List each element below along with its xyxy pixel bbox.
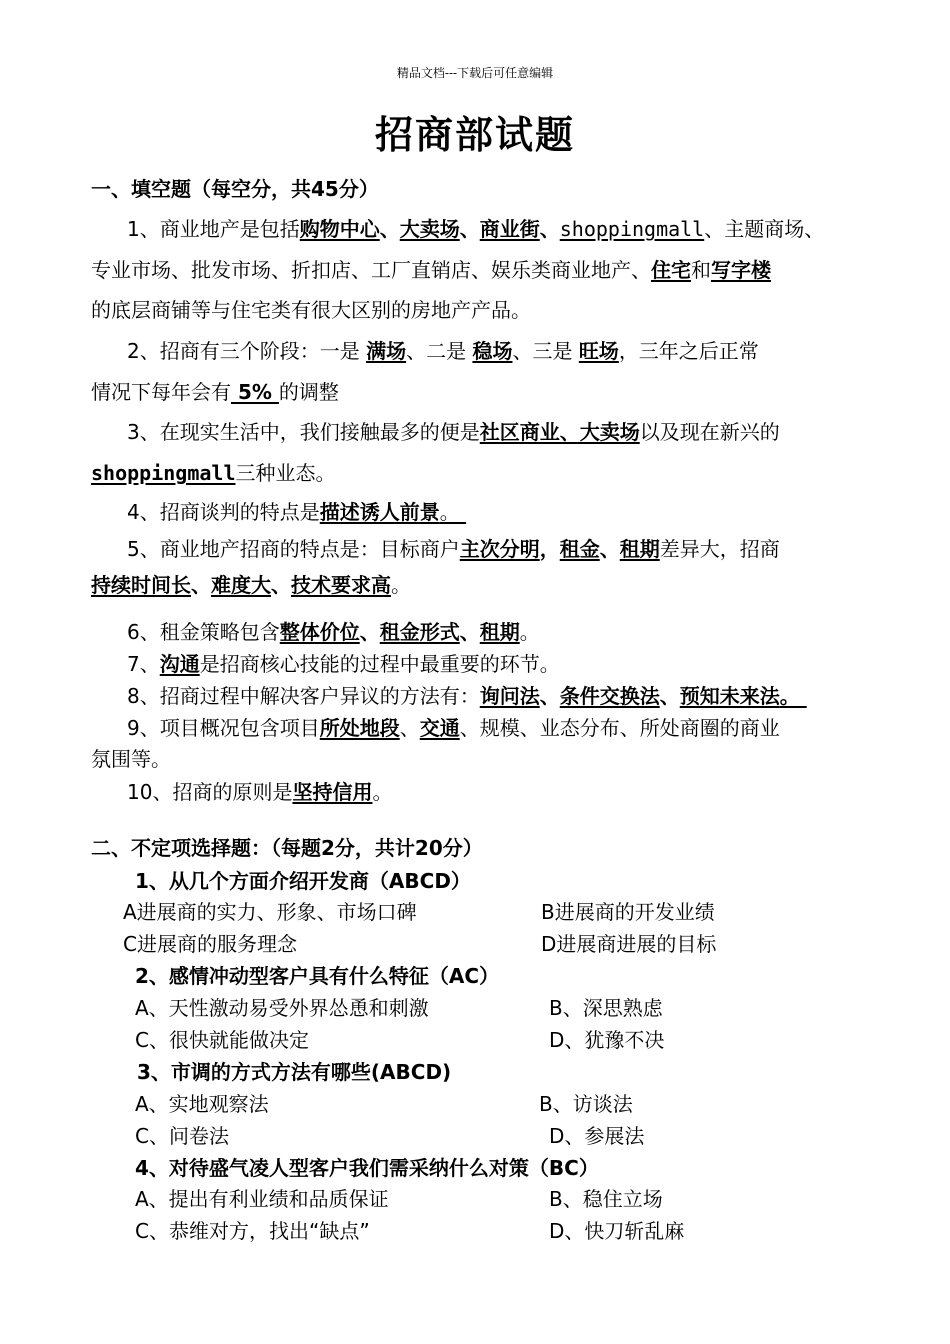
question-1-line-1: 1、商业地产是包括购物中心、大卖场、商业街、shoppingmall、主题商场、 xyxy=(127,217,825,241)
choice-3-option-a: A、实地观察法 xyxy=(135,1092,269,1116)
page-title: 招商部试题 xyxy=(374,113,575,157)
page-header: 精品文档---下载后可任意编辑 xyxy=(396,66,554,80)
question-1-line-3: 的底层商铺等与住宅类有很大区别的房地产产品。 xyxy=(91,298,531,322)
choice-1-option-b: B进展商的开发业绩 xyxy=(541,900,715,924)
choice-2-option-b: B、深思熟虑 xyxy=(549,996,663,1020)
choice-3-option-c: C、问卷法 xyxy=(135,1124,229,1148)
question-7: 7、沟通是招商核心技能的过程中最重要的环节。 xyxy=(127,652,560,676)
choice-2-option-c: C、很快就能做决定 xyxy=(135,1028,309,1052)
section2-heading: 二、不定项选择题：（每题2分，共计20分） xyxy=(91,836,483,860)
question-2-line-1: 2、招商有三个阶段：一是 满场、二是 稳场、三是 旺场，三年之后正常 xyxy=(127,339,759,363)
choice-3-option-d: D、参展法 xyxy=(549,1124,645,1148)
choice-3-option-b: B、访谈法 xyxy=(539,1092,633,1116)
choice-4-option-c: C、恭维对方，找出“缺点” xyxy=(135,1219,370,1243)
choice-1-option-a: A进展商的实力、形象、市场口碑 xyxy=(123,900,417,924)
question-6: 6、租金策略包含整体价位、租金形式、租期。 xyxy=(127,620,540,644)
question-9-line-2: 氛围等。 xyxy=(91,747,171,771)
choice-question-4: 4、对待盛气凌人型客户我们需采纳什么对策（BC） xyxy=(135,1156,599,1180)
question-4: 4、招商谈判的特点是描述诱人前景。 xyxy=(127,500,467,524)
question-5-line-2: 持续时间长、难度大、技术要求高。 xyxy=(91,573,411,597)
question-10: 10、招商的原则是坚持信用。 xyxy=(127,780,393,804)
choice-4-option-b: B、稳住立场 xyxy=(549,1187,663,1211)
question-8: 8、招商过程中解决客户异议的方法有：询问法、条件交换法、预知未来法。 xyxy=(127,684,807,708)
choice-question-1: 1、从几个方面介绍开发商（ABCD） xyxy=(135,869,471,893)
section1-heading: 一、填空题（每空分，共45分） xyxy=(91,177,379,201)
choice-2-option-a: A、天性激动易受外界怂恿和刺激 xyxy=(135,996,429,1020)
question-9-line-1: 9、项目概况包含项目所处地段、交通、规模、业态分布、所处商圈的商业 xyxy=(127,716,780,740)
choice-1-option-d: D进展商进展的目标 xyxy=(541,932,717,956)
question-2-line-2: 情况下每年会有 5% 的调整 xyxy=(91,380,339,404)
question-3-line-1: 3、在现实生活中，我们接触最多的便是社区商业、大卖场以及现在新兴的 xyxy=(127,420,780,444)
choice-1-option-c: C进展商的服务理念 xyxy=(123,932,297,956)
choice-4-option-a: A、提出有利业绩和品质保证 xyxy=(135,1187,389,1211)
choice-question-3: 3、市调的方式方法有哪些(ABCD) xyxy=(137,1060,452,1084)
choice-question-2: 2、感情冲动型客户具有什么特征（AC） xyxy=(135,964,500,988)
choice-2-option-d: D、犹豫不决 xyxy=(549,1028,665,1052)
question-3-line-2: shoppingmall三种业态。 xyxy=(91,461,336,485)
choice-4-option-d: D、快刀斩乱麻 xyxy=(549,1219,685,1243)
question-5-line-1: 5、商业地产招商的特点是：目标商户主次分明，租金、租期差异大，招商 xyxy=(127,537,780,561)
question-1-line-2: 专业市场、批发市场、折扣店、工厂直销店、娱乐类商业地产、住宅和写字楼 xyxy=(91,258,771,282)
